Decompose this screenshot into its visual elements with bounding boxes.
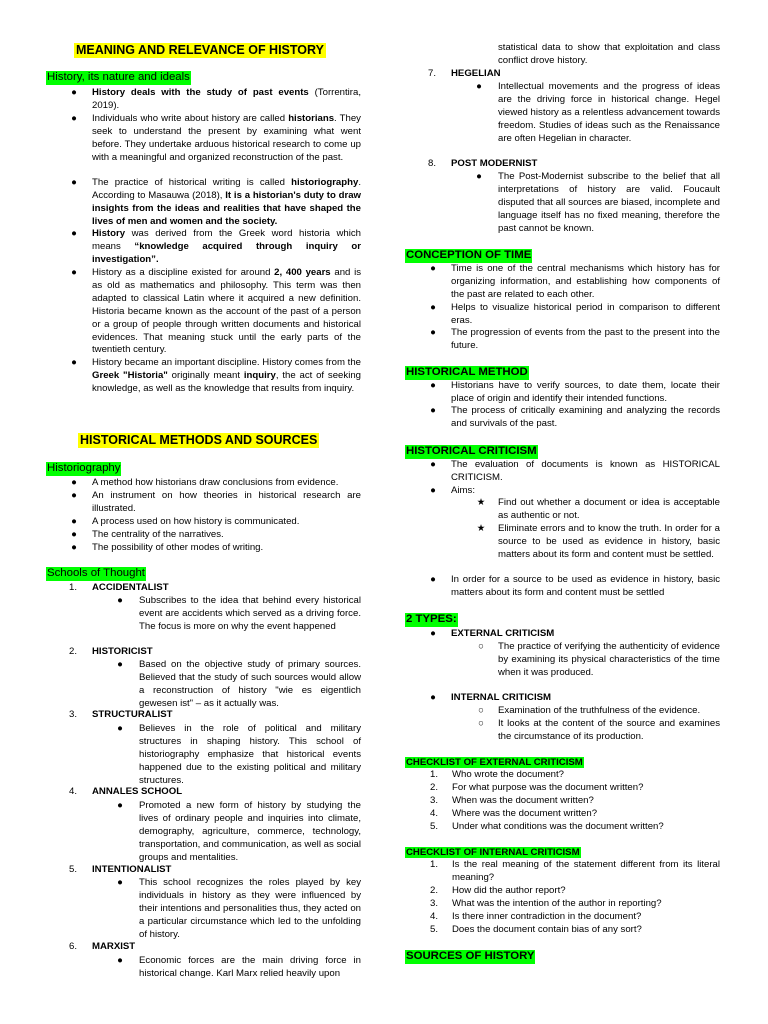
bullet-icon: ● [71, 529, 77, 540]
bullet-icon: ● [71, 267, 77, 278]
nature-item: History deals with the study of past events (Torrentira, 2019). [92, 87, 361, 111]
school-desc: The Post-Modernist subscribe to the belief that all interpretations of history are valid. Foucault disputed that all sources are biased, incomplete and language itself has no fixed meaning, therefore the past cannot be known. [498, 171, 720, 234]
bullet-icon: ● [117, 955, 123, 966]
historiography-item: The centrality of the narratives. [92, 529, 224, 540]
nature-item: History became an important discipline. History comes from the Greek "Historia" originally meant inquiry, the act of seeking knowledge, as well as the knowledge that results from inquiry. [92, 357, 361, 394]
school-desc: Intellectual movements and the progress of ideas are the driving force in historical change. Hegel viewed history as a relentless advancement towards freedom. Studies of ideas such as the Renaissance are often Hegelian in character. [498, 81, 720, 144]
checklist-item: Is there inner contradiction in the document? [452, 911, 642, 922]
school-desc: Economic forces are the main driving force in historical change. Karl Marx relied heavily upon [139, 955, 361, 979]
methods-title: HISTORICAL METHODS AND SOURCES [80, 433, 318, 447]
school-name: INTENTIONALIST [92, 864, 172, 875]
school-desc: This school recognizes the roles played by key individuals in history as they were influenced by their intentions and personalities thus, they acted on a particular circumstance which led to the unfolding of history. [139, 877, 361, 940]
historiography-heading: Historiography [47, 462, 121, 474]
internal-label: INTERNAL CRITICISM [451, 692, 552, 703]
star-icon: ★ [476, 523, 486, 534]
nature-heading: History, its nature and ideals [47, 71, 190, 83]
checklist-number: 3. [430, 898, 439, 909]
circle-icon: ○ [478, 705, 484, 716]
checklist-item: Who wrote the document? [452, 769, 564, 780]
checklist-number: 4. [430, 911, 439, 922]
bullet-icon: ● [476, 171, 482, 182]
school-desc: Believes in the role of political and military structures in shaping history. This school of historiography emphasize that historical events happened due to the existing political and military structures. [139, 723, 361, 786]
bullet-icon: ● [430, 380, 436, 391]
external-label: EXTERNAL CRITICISM [451, 628, 555, 639]
school-name: HEGELIAN [451, 68, 501, 79]
nature-item: History was derived from the Greek word historia which means “knowledge acquired through inquiry or investigation”. [92, 228, 361, 265]
sources-heading: SOURCES OF HISTORY [406, 950, 535, 962]
checklist-number: 1. [430, 769, 439, 780]
bullet-icon: ● [117, 877, 123, 888]
checklist-number: 2. [430, 885, 439, 896]
aims-label: Aims: [451, 485, 475, 496]
school-number: 6. [69, 941, 78, 952]
bullet-icon: ● [71, 228, 77, 239]
school-desc: Promoted a new form of history by studying the lives of ordinary people and inquiries into climate, demography, agriculture, commerce, technology, transportation, and communication, as well as social groups and mentalities. [139, 800, 361, 863]
historiography-item: An instrument on how theories in historical research are illustrated. [92, 490, 361, 514]
aim-item: Find out whether a document or idea is acceptable as authentic or not. [498, 497, 720, 521]
method-item: The process of critically examining and analyzing the records and survivals of the past. [451, 405, 720, 429]
bullet-icon: ● [430, 485, 436, 496]
bullet-icon: ● [71, 113, 77, 124]
school-number: 3. [69, 709, 78, 720]
method-item: Historians have to verify sources, to date them, locate their place of origin and identify their intended functions. [451, 380, 720, 404]
internal-desc: It looks at the content of the source and examines the circumstance of its production. [498, 718, 720, 742]
bullet-icon: ● [430, 327, 436, 338]
checklist-number: 3. [430, 795, 439, 806]
bullet-icon: ● [476, 81, 482, 92]
bullet-icon: ● [430, 459, 436, 470]
historiography-item: A process used on how history is communicated. [92, 516, 300, 527]
school-name: ACCIDENTALIST [92, 582, 169, 593]
criticism-item: The evaluation of documents is known as HISTORICAL CRITICISM. [451, 459, 720, 483]
school-name: MARXIST [92, 941, 136, 952]
bullet-icon: ● [117, 723, 123, 734]
time-item: The progression of events from the past to the present into the future. [451, 327, 720, 351]
bullet-icon: ● [71, 477, 77, 488]
checklist-item: For what purpose was the document written? [452, 782, 644, 793]
ext-checklist-heading: CHECKLIST OF EXTERNAL CRITICISM [406, 757, 583, 768]
school-name: STRUCTURALIST [92, 709, 173, 720]
bullet-icon: ● [117, 800, 123, 811]
aim-item: Eliminate errors and to know the truth. In order for a source to be used as evidence in history, basic matters about its form and content must be settled. [498, 523, 720, 560]
bullet-icon: ● [430, 405, 436, 416]
criticism-heading: HISTORICAL CRITICISM [406, 445, 537, 457]
nature-item: History as a discipline existed for around 2, 400 years and is as old as mathematics and philosophy. This term was then adapted to classical Latin where it acquired a new definition. Historia became known as the account of the past of a person or a group of people through written documents and historical evidences. That meaning stuck until the early parts of the twentieth century. [92, 267, 361, 356]
external-desc: The practice of verifying the authenticity of evidence by examining its physical characteristics of the time when it was produced. [498, 641, 720, 678]
page-title: MEANING AND RELEVANCE OF HISTORY [76, 43, 324, 57]
historiography-item: The possibility of other modes of writing. [92, 542, 264, 553]
bullet-icon: ● [117, 659, 123, 670]
types-heading: 2 TYPES: [406, 613, 457, 625]
school-number: 4. [69, 786, 78, 797]
bullet-icon: ● [71, 542, 77, 553]
checklist-number: 4. [430, 808, 439, 819]
marxist-continuation: statistical data to show that exploitation and class conflict drove history. [498, 42, 720, 66]
school-desc: Based on the objective study of primary sources. Believed that the study of such sources would allow a reconstruction of history "wie es eigentlich gewesen ist" – as it actually was. [139, 659, 361, 709]
checklist-number: 2. [430, 782, 439, 793]
bullet-icon: ● [430, 628, 436, 639]
bullet-icon: ● [430, 263, 436, 274]
bullet-icon: ● [71, 87, 77, 98]
time-item: Time is one of the central mechanisms which history has for organizing information, and establishing how components of the past are related to each other. [451, 263, 720, 300]
school-name: HISTORICIST [92, 646, 153, 657]
bullet-icon: ● [430, 302, 436, 313]
bullet-icon: ● [117, 595, 123, 606]
nature-item: Individuals who write about history are called historians. They seek to understand the present by examining what went before. They undertake arduous historical research to come up with a meaningful and organized reconstruction of the past. [92, 113, 361, 163]
school-name: ANNALES SCHOOL [92, 786, 183, 797]
checklist-number: 5. [430, 924, 439, 935]
criticism-item: In order for a source to be used as evidence in history, basic matters about its form and content must be settled [451, 574, 720, 598]
star-icon: ★ [476, 497, 486, 508]
checklist-item: Does the document contain bias of any sort? [452, 924, 642, 935]
checklist-number: 1. [430, 859, 439, 870]
school-desc: Subscribes to the idea that behind every historical event are accidents which served as a driving force. The focus is more on why the event happened [139, 595, 361, 632]
checklist-item: Where was the document written? [452, 808, 598, 819]
school-number: 2. [69, 646, 78, 657]
schools-heading: Schools of Thought [47, 567, 145, 579]
school-number: 1. [69, 582, 78, 593]
bullet-icon: ● [71, 177, 77, 188]
bullet-icon: ● [430, 692, 436, 703]
school-number: 5. [69, 864, 78, 875]
time-item: Helps to visualize historical period in comparison to different eras. [451, 302, 720, 326]
int-checklist-heading: CHECKLIST OF INTERNAL CRITICISM [406, 847, 580, 858]
checklist-item: Is the real meaning of the statement different from its literal meaning? [452, 859, 720, 883]
bullet-icon: ● [71, 490, 77, 501]
school-name: POST MODERNIST [451, 158, 538, 169]
time-heading: CONCEPTION OF TIME [406, 249, 532, 261]
school-number: 7. [428, 68, 437, 79]
method-heading: HISTORICAL METHOD [406, 366, 528, 378]
school-number: 8. [428, 158, 437, 169]
checklist-number: 5. [430, 821, 439, 832]
circle-icon: ○ [478, 718, 484, 729]
bullet-icon: ● [71, 357, 77, 368]
bullet-icon: ● [71, 516, 77, 527]
bullet-icon: ● [430, 574, 436, 585]
circle-icon: ○ [478, 641, 484, 652]
nature-item: The practice of historical writing is called historiography. According to Masauwa (2018), It is a historian's duty to draw insights from the ideas and realities that have shaped the lives of men and women and the society. [92, 177, 362, 227]
historiography-item: A method how historians draw conclusions from evidence. [92, 477, 339, 488]
checklist-item: When was the document written? [452, 795, 594, 806]
checklist-item: How did the author report? [452, 885, 566, 896]
checklist-item: Under what conditions was the document written? [452, 821, 664, 832]
internal-desc: Examination of the truthfulness of the evidence. [498, 705, 701, 716]
checklist-item: What was the intention of the author in reporting? [452, 898, 662, 909]
